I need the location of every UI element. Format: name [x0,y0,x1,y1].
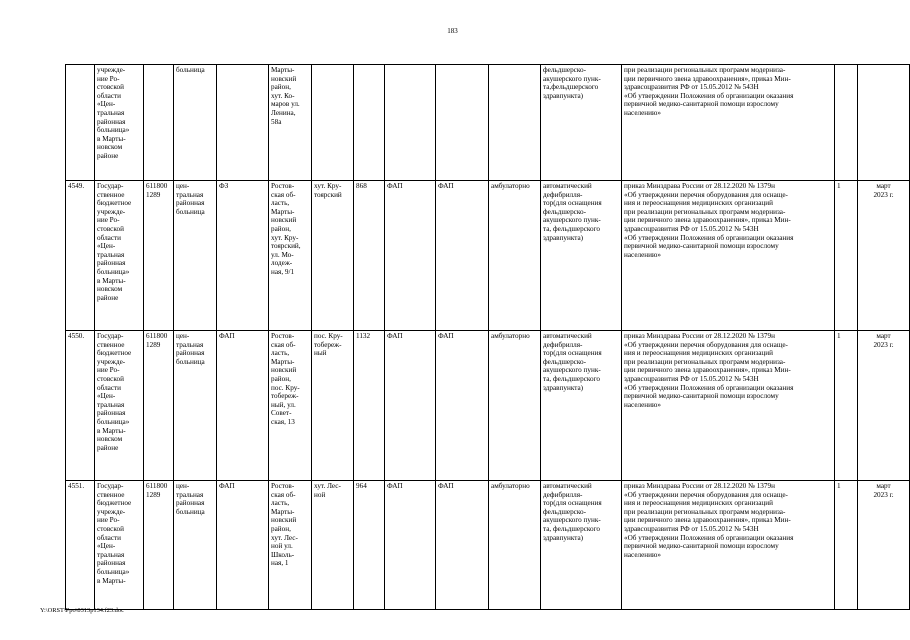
cell-text-line: ции первичного звена здравоохранения», приказ Мин- [624,74,791,83]
cell-text-line: новском [97,143,123,152]
cell-text-line: дефибрилля- [543,340,583,349]
cell-text-line: первичной медико-санитарной помощи взрослому [624,542,779,551]
cell-text-line: ции первичного звена здравоохранения», приказ Мин- [624,216,791,225]
cell-text-line: «Об утверждении Положения об организации оказания [624,233,794,242]
table-row [66,331,910,481]
cell-text-line: «Об утверждении Положения об организации оказания [624,533,794,542]
cell-text-line: больница [176,207,205,216]
cell-text-line: март [876,482,891,490]
cell-text-line: март [876,332,891,340]
cell-text-line: ственное [97,190,125,199]
cell-kind1 [385,65,436,181]
cell-kind1 [385,331,436,481]
cell-text-line: район, [271,83,291,92]
cell-text-line: здравсоцразвития РФ от 15.05.2012 № 543Н [624,83,759,92]
cell-text-line: 1289 [146,340,161,349]
cell-text-line: 2023 г. [873,340,894,349]
cell-text-line: приказ Минздрава России от 28.12.2020 № 1379н [624,182,775,190]
cell-equipment [541,65,622,181]
cell-text-line: Ростов- [271,182,295,190]
cell-text-line: тральная [176,340,204,349]
cell-text-line: район, [271,224,291,233]
cell-text-line: ФЗ [219,182,229,190]
cell-text-line: пос. Кру- [314,332,343,340]
cell-text-line: новском [97,285,123,294]
cell-care [489,331,541,481]
cell-locality [312,331,354,481]
cell-unit [217,65,269,181]
cell-code [144,331,174,481]
cell-date [858,481,910,610]
cell-code [144,481,174,610]
cell-text-line: здравпункта) [543,533,584,542]
cell-text-line: бюджетное [97,199,132,208]
cell-text-line: тральная [176,190,204,199]
cell-text-line: амбулаторно [491,182,530,190]
cell-text-line: автоматический [543,482,592,490]
cell-text-line: автоматический [543,332,592,340]
cell-text-line: 4551. [68,482,85,490]
cell-text-line: март [876,182,891,190]
cell-text-line: «Цен- [97,242,116,251]
cell-text-line: Школь- [271,550,295,559]
cell-code [144,181,174,331]
page-number: 183 [447,27,458,35]
cell-text-line: та, фельдшерского [543,524,600,533]
cell-text-line: районная [176,199,205,208]
cell-text-line: области [97,91,122,100]
cell-text-line: тобереж- [314,340,342,349]
cell-text-line: новский [271,366,297,375]
cell-text-line: ФАП [219,482,235,490]
cell-text-line: населению» [624,108,661,117]
cell-text-line: ФАП [387,182,403,190]
cell-text-line: здравпункта) [543,383,584,392]
cell-text-line: ния и переоснащения медицинских организаций [624,199,773,208]
cell-text-line: акушерского пунк- [543,216,601,225]
cell-equipment [541,181,622,331]
cell-text-line: хут. Кру- [314,182,342,190]
cell-text-line: при реализации региональных программ модерниза- [624,207,786,216]
cell-pop [354,481,385,610]
cell-text-line: больница [176,507,205,516]
cell-text-line: здравсоцразвития РФ от 15.05.2012 № 543Н [624,374,759,383]
cell-text-line: акушерского пунк- [543,516,601,525]
cell-text-line: 1289 [146,190,161,199]
cell-text-line: ции первичного звена здравоохранения», приказ Мин- [624,516,791,525]
cell-text-line: «Об утверждении перечня оборудования для оснаще- [624,490,788,499]
cell-text-line: ная, 9/1 [271,267,295,276]
cell-text-line: ственное [97,340,125,349]
cell-text-line: пос. Кру- [271,383,300,392]
cell-date [858,181,910,331]
cell-text-line: хут. Лес- [314,482,341,490]
cell-text-line: «Об утверждении перечня оборудования для оснаще- [624,190,788,199]
table-body [66,65,910,610]
cell-text-line: учрежде- [97,357,126,366]
cell-text-line: ласть, [271,499,290,508]
cell-text-line: «Цен- [97,392,116,401]
cell-text-line: больница [176,66,205,74]
cell-text-line: в Марты- [97,134,126,143]
cell-address [269,181,312,331]
cell-num [66,331,95,481]
cell-text-line: Ленина, [271,108,296,117]
cell-text-line: тральная [97,108,125,117]
cell-text-line: больница» [97,267,130,276]
cell-type [174,331,217,481]
cell-text-line: бюджетное [97,349,132,358]
cell-text-line: фельдшерско- [543,207,586,216]
table-row [66,481,910,610]
cell-text-line: цен- [176,182,190,190]
cell-unit [217,181,269,331]
cell-text-line: 4550. [68,332,85,340]
cell-qty [835,181,858,331]
cell-text-line: автоматический [543,182,592,190]
cell-num [66,65,95,181]
cell-text-line: «Об утверждении Положения об организации оказания [624,383,794,392]
cell-text-line: ФАП [387,482,403,490]
cell-text-line: учрежде- [97,207,126,216]
cell-care [489,181,541,331]
cell-num [66,181,95,331]
cell-text-line: ФАП [438,332,454,340]
cell-unit [217,481,269,610]
cell-text-line: район, [271,374,291,383]
cell-text-line: области [97,383,122,392]
cell-code [144,65,174,181]
cell-text-line: районе [97,151,119,160]
cell-text-line: ние Ро- [97,366,120,375]
cell-text-line: районная [97,559,126,568]
cell-text-line: «Цен- [97,100,116,109]
cell-text-line: тоярский, [271,242,301,251]
cell-text-line: ФАП [219,332,235,340]
cell-text-line: 1132 [356,332,371,340]
cell-text-line: ФАП [438,182,454,190]
cell-text-line: 1 [837,482,841,490]
cell-text-line: ская об- [271,340,296,349]
cell-unit [217,331,269,481]
cell-text-line: 2023 г. [873,190,894,199]
cell-text-line: здравсоцразвития РФ от 15.05.2012 № 543Н [624,524,759,533]
cell-text-line: приказ Минздрава России от 28.12.2020 № 1379н [624,332,775,340]
cell-text-line: первичной медико-санитарной помощи взрослому [624,392,779,401]
cell-kind2 [436,331,489,481]
cell-locality [312,181,354,331]
cell-text-line: хут. Кру- [271,233,299,242]
cell-text-line: тральная [97,550,125,559]
cell-text-line: районная [176,499,205,508]
cell-text-line: ская, 13 [271,417,295,426]
cell-org [95,331,144,481]
cell-text-line: ной ул. [271,542,293,551]
cell-text-line: области [97,533,122,542]
cell-text-line: стовской [97,374,124,383]
cell-equipment [541,481,622,610]
cell-pop [354,65,385,181]
cell-pop [354,181,385,331]
cell-text-line: районная [97,259,126,268]
cell-text-line: первичной медико-санитарной помощи взрослому [624,100,779,109]
cell-text-line: лодеж- [271,259,293,268]
cell-text-line: учрежде- [97,66,126,74]
cell-org [95,481,144,610]
cell-text-line: Ростов- [271,332,295,340]
cell-text-line: приказ Минздрава России от 28.12.2020 № 1379н [624,482,775,490]
cell-text-line: ние Ро- [97,74,120,83]
cell-text-line: ская об- [271,190,296,199]
cell-address [269,481,312,610]
cell-date [858,65,910,181]
cell-text-line: акушерского пунк- [543,366,601,375]
cell-text-line: ции первичного звена здравоохранения», приказ Мин- [624,366,791,375]
cell-text-line: при реализации региональных программ модерниза- [624,66,786,74]
cell-text-line: хут. Лес- [271,533,298,542]
cell-text-line: населению» [624,250,661,259]
cell-text-line: район, [271,524,291,533]
cell-text-line: хут. Ко- [271,91,295,100]
cell-legal [622,481,835,610]
cell-text-line: цен- [176,482,190,490]
cell-text-line: 2023 г. [873,490,894,499]
cell-type [174,481,217,610]
cell-text-line: ный [314,349,327,358]
cell-kind2 [436,181,489,331]
table-row [66,181,910,331]
cell-text-line: при реализации региональных программ модерниза- [624,507,786,516]
cell-text-line: фельдшерско- [543,66,586,74]
cell-text-line: ный, ул. [271,400,296,409]
cell-legal [622,181,835,331]
cell-text-line: маров ул. [271,100,300,109]
cell-pop [354,331,385,481]
cell-text-line: ул. Мо- [271,250,294,259]
cell-legal [622,65,835,181]
cell-text-line: тор(для оснащения [543,349,602,358]
cell-text-line: Совет- [271,409,292,418]
cell-text-line: районная [97,117,126,126]
cell-text-line: 611800 [146,482,168,490]
cell-text-line: фельдшерско- [543,507,586,516]
cell-equipment [541,331,622,481]
cell-text-line: 4549. [68,182,85,190]
cell-text-line: стовской [97,83,124,92]
cell-text-line: дефибрилля- [543,190,583,199]
cell-kind2 [436,65,489,181]
cell-text-line: ная, 1 [271,559,289,568]
cell-text-line: в Марты- [97,276,126,285]
cell-text-line: здравпункта) [543,91,584,100]
cell-text-line: амбулаторно [491,482,530,490]
cell-text-line: тор(для оснащения [543,199,602,208]
cell-type [174,181,217,331]
cell-text-line: тральная [97,250,125,259]
cell-text-line: ния и переоснащения медицинских организаций [624,499,773,508]
cell-text-line: «Об утверждении перечня оборудования для оснаще- [624,340,788,349]
cell-text-line: 1289 [146,490,161,499]
cell-text-line: стовской [97,224,124,233]
cell-text-line: ласть, [271,349,290,358]
cell-text-line: новский [271,74,297,83]
cell-text-line: больница [176,357,205,366]
cell-text-line: та,фельдшерского [543,83,599,92]
cell-text-line: тральная [176,490,204,499]
cell-text-line: дефибрилля- [543,490,583,499]
cell-text-line: районе [97,443,119,452]
cell-text-line: 611800 [146,182,168,190]
cell-text-line: населению» [624,550,661,559]
cell-text-line: Ростов- [271,482,295,490]
cell-text-line: Марты- [271,66,295,74]
cell-text-line: ния и переоснащения медицинских организаций [624,349,773,358]
cell-text-line: тор(для оснащения [543,499,602,508]
cell-legal [622,331,835,481]
cell-text-line: ние Ро- [97,516,120,525]
cell-text-line: 868 [356,182,367,190]
cell-text-line: ной [314,490,326,499]
cell-text-line: новском [97,435,123,444]
cell-org [95,65,144,181]
cell-num [66,481,95,610]
cell-org [95,181,144,331]
cell-address [269,65,312,181]
cell-text-line: ственное [97,490,125,499]
cell-kind2 [436,481,489,610]
cell-text-line: здравсоцразвития РФ от 15.05.2012 № 543Н [624,224,759,233]
cell-text-line: ская об- [271,490,296,499]
cell-text-line: ласть, [271,199,290,208]
cell-text-line: новский [271,216,297,225]
cell-text-line: больница» [97,126,130,135]
cell-text-line: районе [97,293,119,302]
cell-qty [835,481,858,610]
cell-text-line: Марты- [271,207,295,216]
cell-text-line: та, фельдшерского [543,374,600,383]
cell-address [269,331,312,481]
cell-text-line: тобереж- [271,392,299,401]
cell-text-line: 58а [271,117,282,126]
cell-text-line: 964 [356,482,367,490]
cell-text-line: амбулаторно [491,332,530,340]
cell-text-line: фельдшерско- [543,357,586,366]
cell-locality [312,65,354,181]
cell-text-line: 1 [837,332,841,340]
cell-text-line: Государ- [97,182,124,190]
footer-file-path: Y:\ORST\Ppo\0313p134.f23.doc [40,607,124,614]
cell-text-line: Марты- [271,357,295,366]
table-row [66,65,910,181]
cell-kind1 [385,181,436,331]
cell-text-line: больница» [97,417,130,426]
cell-care [489,65,541,181]
cell-text-line: учрежде- [97,507,126,516]
cell-text-line: ФАП [438,482,454,490]
document-table-area [65,64,894,609]
equipment-table [65,64,910,610]
cell-text-line: ние Ро- [97,216,120,225]
cell-text-line: «Цен- [97,542,116,551]
cell-text-line: 1 [837,182,841,190]
cell-care [489,481,541,610]
cell-text-line: стовской [97,524,124,533]
cell-text-line: при реализации региональных программ модерниза- [624,357,786,366]
cell-kind1 [385,481,436,610]
cell-text-line: районная [97,409,126,418]
cell-text-line: больница» [97,567,130,576]
cell-text-line: 611800 [146,332,168,340]
cell-text-line: в Марты- [97,576,126,585]
cell-text-line: Государ- [97,482,124,490]
cell-text-line: здравпункта) [543,233,584,242]
cell-text-line: тральная [97,400,125,409]
cell-locality [312,481,354,610]
cell-text-line: бюджетное [97,499,132,508]
cell-text-line: в Марты- [97,426,126,435]
cell-type [174,65,217,181]
cell-text-line: первичной медико-санитарной помощи взрослому [624,242,779,251]
cell-text-line: области [97,233,122,242]
cell-text-line: Марты- [271,507,295,516]
cell-text-line: цен- [176,332,190,340]
cell-text-line: ФАП [387,332,403,340]
cell-text-line: населению» [624,400,661,409]
cell-text-line: Государ- [97,332,124,340]
cell-text-line: тоярский [314,190,342,199]
cell-qty [835,65,858,181]
cell-qty [835,331,858,481]
cell-text-line: новский [271,516,297,525]
cell-text-line: «Об утверждении Положения об организации оказания [624,91,794,100]
cell-text-line: та, фельдшерского [543,224,600,233]
cell-text-line: районная [176,349,205,358]
cell-text-line: акушерского пунк- [543,74,601,83]
cell-date [858,331,910,481]
